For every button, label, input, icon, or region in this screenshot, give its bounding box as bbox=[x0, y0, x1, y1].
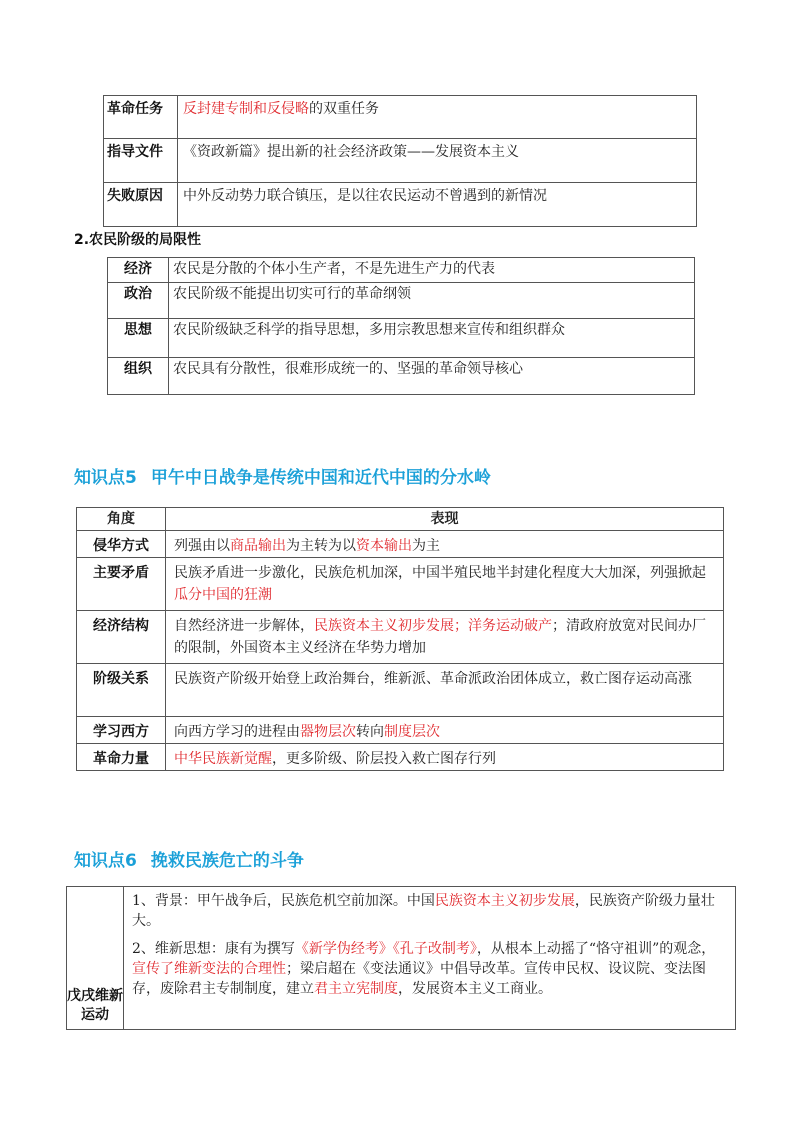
text-segment: 中外反动势力联合镇压，是以往农民运动不曾遇到的新情况 bbox=[183, 188, 547, 204]
row-key: 经济 bbox=[108, 258, 169, 283]
paragraph-background bbox=[132, 891, 727, 931]
text-segment: 为主转为以 bbox=[286, 538, 356, 554]
text-segment: 转向 bbox=[356, 724, 384, 740]
highlight-text: 君主立宪制度 bbox=[314, 981, 398, 997]
row-key: 侵华方式 bbox=[77, 531, 166, 558]
row-value bbox=[124, 887, 736, 1030]
row-value bbox=[166, 664, 724, 717]
highlight-text: 器物层次 bbox=[300, 724, 356, 740]
column-header: 表现 bbox=[166, 508, 724, 531]
table-row bbox=[108, 319, 695, 358]
text-segment: ，从根本上动摇了“恪守祖训”的观念， bbox=[476, 941, 716, 957]
table-row bbox=[77, 744, 724, 771]
paragraph-thought bbox=[132, 939, 727, 999]
section-title: 甲午中日战争是传统中国和近代中国的分水岭 bbox=[150, 468, 491, 488]
table-row bbox=[108, 358, 695, 395]
row-value bbox=[166, 717, 724, 744]
section-heading-6 bbox=[74, 846, 304, 871]
text-segment: 向西方学习的进程由 bbox=[174, 724, 300, 740]
table-row bbox=[104, 96, 697, 139]
highlight-text: 《新学伪经考》《孔子改制考》 bbox=[294, 941, 477, 957]
row-value bbox=[166, 531, 724, 558]
highlight-text: 商品输出 bbox=[230, 538, 286, 554]
text-segment: 1、背景：甲午战争后，民族危机空前加深。中国 bbox=[132, 893, 435, 909]
text-segment: 自然经济进一步解体， bbox=[174, 618, 314, 634]
section-heading-5 bbox=[74, 463, 491, 488]
row-value bbox=[178, 183, 697, 227]
row-value: 农民具有分散性，很难形成统一的、坚强的革命领导核心 bbox=[169, 358, 695, 395]
text-segment: ；清政府放宽对民间办厂的限制，外国资本主义经济在华势力增加 bbox=[174, 618, 706, 656]
table-sino-japanese-war bbox=[76, 507, 724, 771]
row-value bbox=[178, 96, 697, 139]
table-row bbox=[108, 258, 695, 283]
row-key: 思想 bbox=[108, 319, 169, 358]
section-title: 挽救民族危亡的斗争 bbox=[150, 851, 304, 871]
table-taiping-summary bbox=[103, 95, 697, 227]
table-peasant-limitations bbox=[107, 257, 695, 395]
row-key: 革命任务 bbox=[104, 96, 178, 139]
table-row bbox=[104, 183, 697, 227]
section-label: 知识点5 bbox=[74, 468, 137, 488]
text-segment: 民族矛盾进一步激化，民族危机加深，中国半殖民地半封建化程度大大加深，列强掀起 bbox=[174, 565, 706, 581]
row-value: 农民阶级缺乏科学的指导思想，多用宗教思想来宣传和组织群众 bbox=[169, 319, 695, 358]
highlight-text: 反封建专制和反侵略 bbox=[183, 101, 309, 117]
text-segment: ，更多阶级、阶层投入救亡图存行列 bbox=[272, 751, 496, 767]
text-segment: 为主 bbox=[412, 538, 440, 554]
row-key: 政治 bbox=[108, 283, 169, 319]
row-key: 戊戌维新运动 bbox=[67, 887, 124, 1030]
highlight-text: 宣传了维新变法的合理性 bbox=[132, 961, 286, 977]
row-value bbox=[166, 744, 724, 771]
table-row bbox=[108, 283, 695, 319]
row-key: 主要矛盾 bbox=[77, 558, 166, 611]
text-segment: 的双重任务 bbox=[309, 101, 379, 117]
table-row bbox=[77, 664, 724, 717]
table-row bbox=[77, 717, 724, 744]
table-row bbox=[77, 531, 724, 558]
row-value bbox=[166, 558, 724, 611]
section-label: 知识点6 bbox=[74, 851, 137, 871]
highlight-text: 民族资本主义初步发展 bbox=[434, 893, 575, 909]
row-value bbox=[178, 139, 697, 183]
row-key: 阶级关系 bbox=[77, 664, 166, 717]
row-key: 指导文件 bbox=[104, 139, 178, 183]
row-key: 学习西方 bbox=[77, 717, 166, 744]
table-reform-movement bbox=[66, 886, 736, 1030]
text-segment: ，民族资产阶级力量壮大。 bbox=[132, 893, 715, 929]
column-header: 角度 bbox=[77, 508, 166, 531]
table-row bbox=[67, 887, 736, 1030]
highlight-text: 资本输出 bbox=[356, 538, 412, 554]
row-key: 组织 bbox=[108, 358, 169, 395]
text-segment: 列强由以 bbox=[174, 538, 230, 554]
text-segment: ；梁启超在《变法通议》中倡导改革。宣传申民权、设议院、变法图存，废除君主专制制度，建立 bbox=[132, 961, 706, 997]
row-value: 农民是分散的个体小生产者，不是先进生产力的代表 bbox=[169, 258, 695, 283]
text-segment: 民族资产阶级开始登上政治舞台，维新派、革命派政治团体成立，救亡图存运动高涨 bbox=[174, 671, 692, 687]
highlight-text: 制度层次 bbox=[384, 724, 440, 740]
text-segment: 《资政新篇》提出新的社会经济政策——发展资本主义 bbox=[183, 144, 519, 160]
table-header-row bbox=[77, 508, 724, 531]
table-row bbox=[77, 611, 724, 664]
highlight-text: 民族资本主义初步发展；洋务运动破产 bbox=[314, 618, 552, 634]
row-key: 失败原因 bbox=[104, 183, 178, 227]
text-segment: ，发展资本主义工商业。 bbox=[398, 981, 552, 997]
highlight-text: 中华民族新觉醒 bbox=[174, 751, 272, 767]
table-row bbox=[104, 139, 697, 183]
highlight-text: 瓜分中国的狂潮 bbox=[174, 587, 272, 603]
row-key: 经济结构 bbox=[77, 611, 166, 664]
row-value: 农民阶级不能提出切实可行的革命纲领 bbox=[169, 283, 695, 319]
text-segment: 2、维新思想：康有为撰写 bbox=[132, 941, 295, 957]
row-key: 革命力量 bbox=[77, 744, 166, 771]
row-value bbox=[166, 611, 724, 664]
table-row bbox=[77, 558, 724, 611]
subheading: 2.农民阶级的局限性 bbox=[74, 232, 202, 248]
